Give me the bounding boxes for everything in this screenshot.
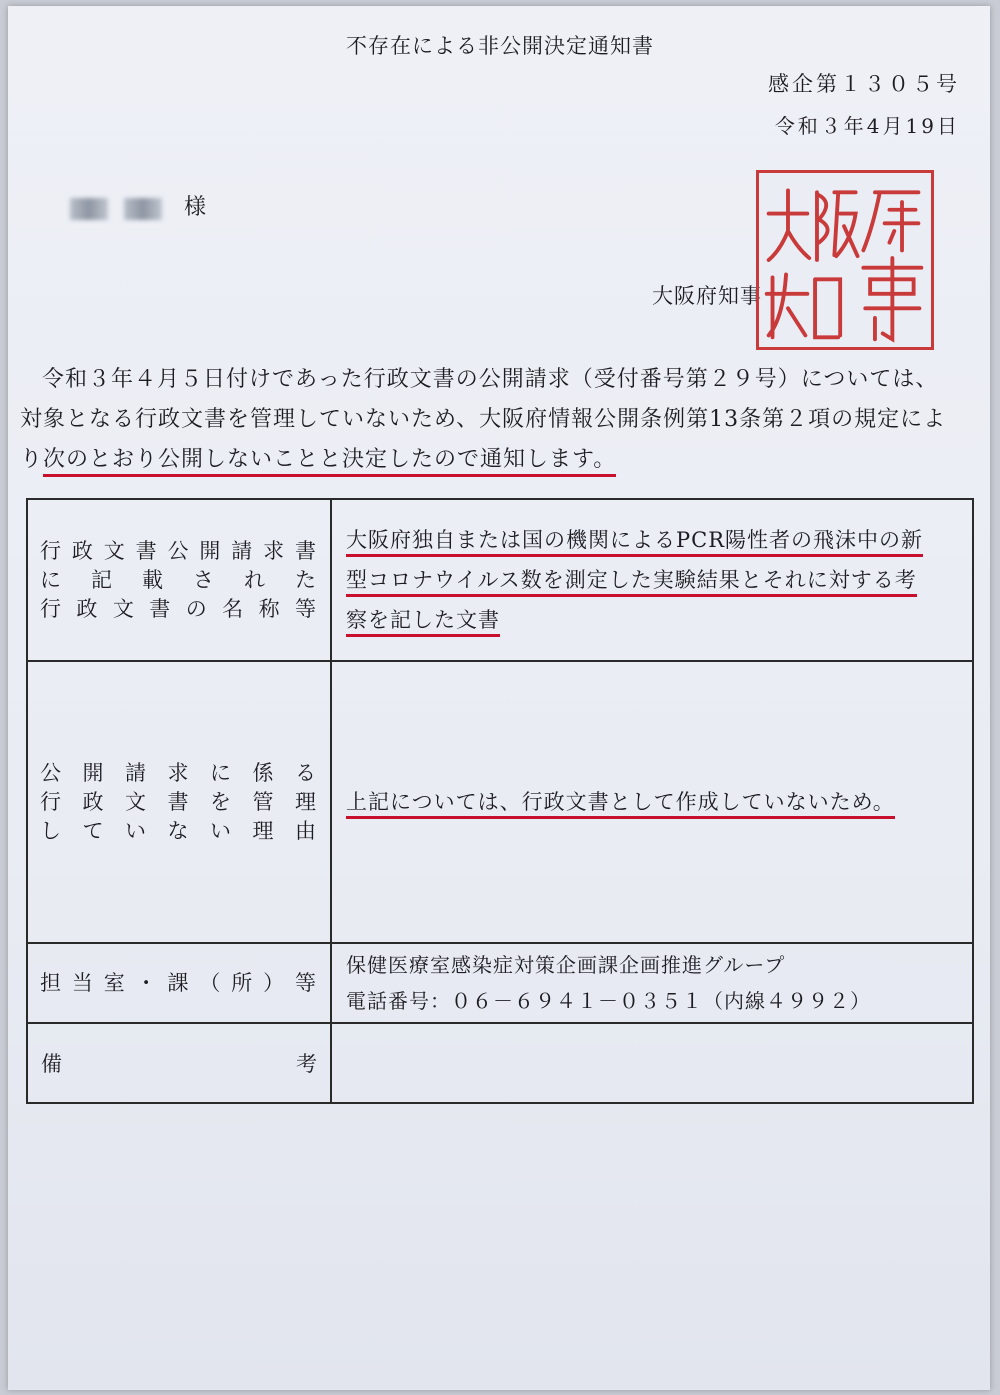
addressee (70, 190, 206, 221)
value-line: 察を記した文書 (346, 608, 500, 637)
body-line-prefix: り (20, 447, 44, 472)
label-line: 公開請求に係る (40, 760, 318, 785)
reason-value (331, 661, 973, 943)
body-line (20, 440, 978, 480)
remarks-label-right: 考 (296, 1052, 317, 1076)
table-row-department (27, 943, 973, 1023)
remarks-label-left: 備 (41, 1052, 62, 1076)
label-line: 行政文書公開請求書 (40, 538, 318, 563)
body-line: 令和３年４月５日付けであった行政文書の公開請求（受付番号第２９号）については、 (42, 367, 939, 392)
table-row-requested-document (27, 499, 973, 661)
phone-number: 電話番号：０６－６９４１－０３５１（内線４９９２） (346, 989, 871, 1013)
document-date: 令和３年4月19日 (774, 114, 960, 138)
requested-document-value (331, 499, 973, 661)
official-seal-stamp (756, 170, 934, 350)
redacted-name-part (124, 198, 162, 220)
value-line: 大阪府独自または国の機関によるPCR陽性者の飛沫中の新 (346, 528, 923, 557)
reason-label (27, 661, 331, 943)
table-row-remarks (27, 1023, 973, 1103)
document-title: 不存在による非公開決定通知書 (346, 34, 654, 58)
label-line: に記載された (40, 567, 318, 592)
requested-document-label (27, 499, 331, 661)
body-line: 対象となる行政文書を管理していないため、大阪府情報公開条例第13条第２項の規定によ (20, 407, 947, 432)
remarks-label (27, 1023, 331, 1103)
reason-text: 上記については、行政文書として作成していないため。 (346, 790, 895, 819)
table-row-reason (27, 661, 973, 943)
issuer-name: 大阪府知事 (652, 284, 762, 308)
label-line: 行政文書の名称等 (40, 596, 318, 621)
notice-body (20, 360, 978, 480)
label-line: していない理由 (40, 818, 318, 843)
document-number: 感企第１３０５号 (768, 72, 960, 96)
seal-icon (759, 173, 931, 347)
department-value (331, 943, 973, 1023)
decision-table (26, 498, 974, 1104)
department-name: 保健医療室感染症対策企画課企画推進グループ (346, 953, 786, 977)
underlined-decision-text: 次のとおり公開しないことと決定したので通知します。 (43, 447, 616, 477)
department-label: 担当室・課（所）等 (27, 943, 331, 1023)
value-line: 型コロナウイルス数を測定した実験結果とそれに対する考 (346, 568, 917, 597)
label-line: 行政文書を管理 (40, 789, 318, 814)
redacted-name-part (70, 198, 108, 220)
remarks-value (331, 1023, 973, 1103)
honorific: 様 (184, 195, 207, 220)
